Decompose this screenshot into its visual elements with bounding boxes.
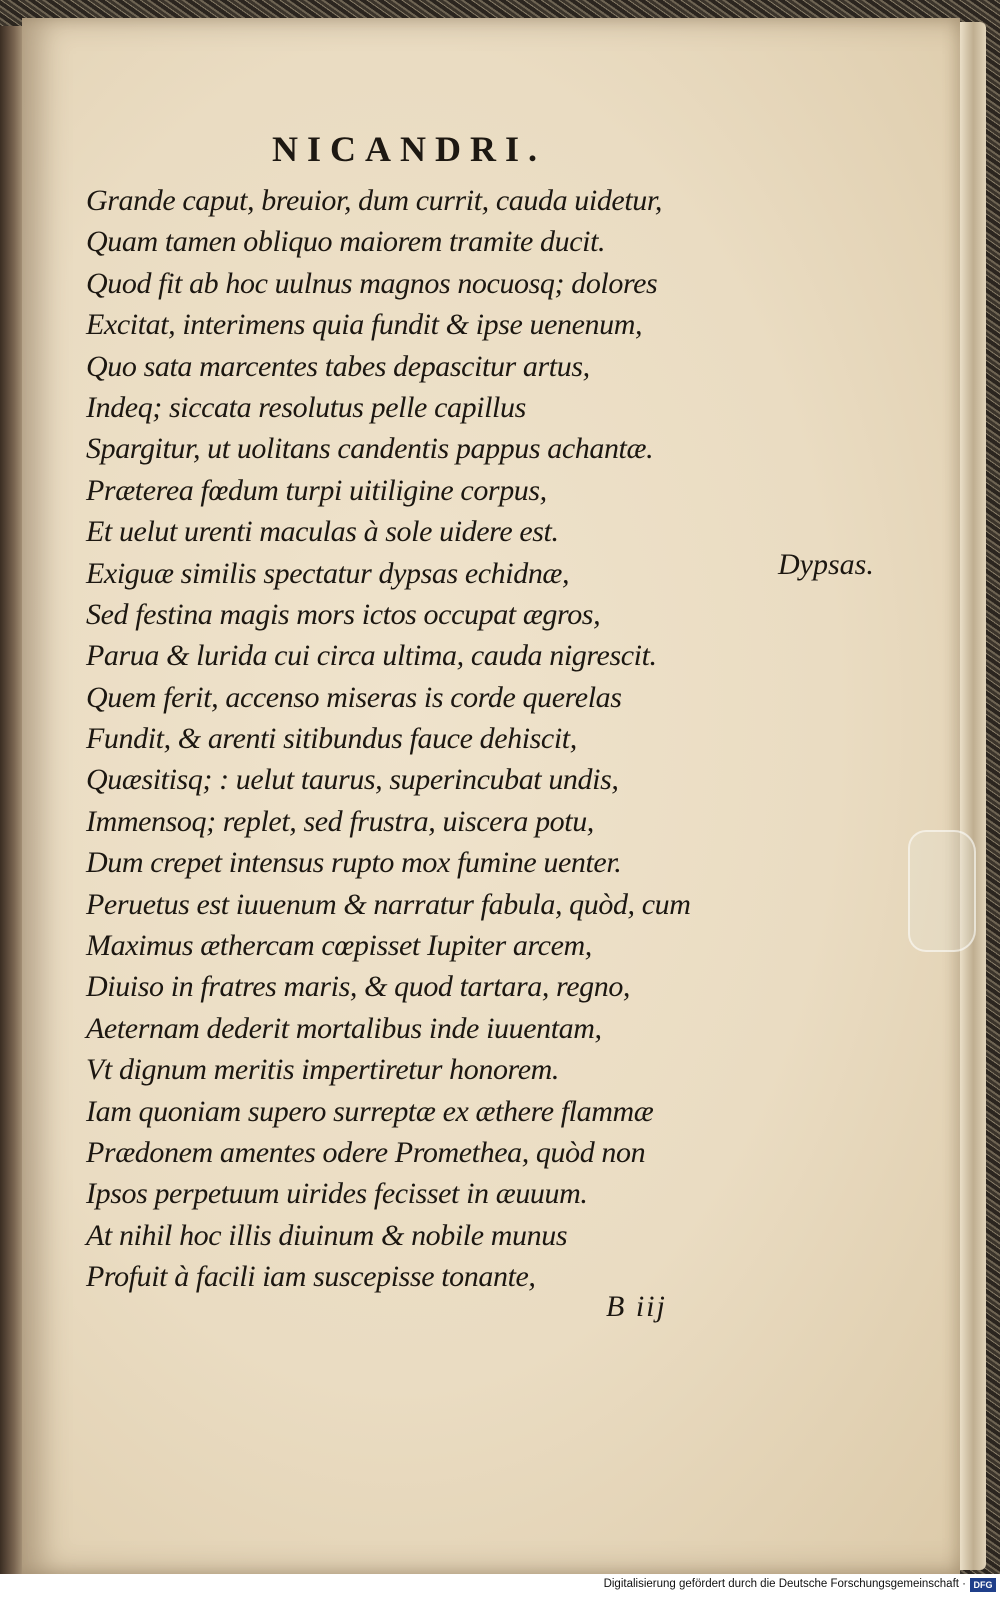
verse-line: Quæsitisq; : uelut taurus, superincubat undis, bbox=[86, 763, 619, 797]
verse-line: At nihil hoc illis diuinum & nobile munus bbox=[86, 1218, 568, 1252]
running-head: NICANDRI. bbox=[272, 129, 547, 169]
verse-line: Fundit, & arenti sitibundus fauce dehiscit, bbox=[86, 722, 577, 756]
verse-line: Et uelut urenti maculas à sole uidere est. bbox=[86, 515, 559, 549]
verse-line: Quod fit ab hoc uulnus magnos nocuosq; dolores bbox=[86, 266, 658, 300]
verse-line: Quem ferit, accenso miseras is corde querelas bbox=[86, 680, 622, 714]
verse-line: Peruetus est iuuenum & narratur fabula, quòd, cum bbox=[86, 887, 691, 921]
verse-line: Quam tamen obliquo maiorem tramite ducit. bbox=[86, 225, 606, 259]
verse-line: Indeq; siccata resolutus pelle capillus bbox=[86, 390, 526, 424]
verse-line: Aeternam dederit mortalibus inde iuuentam, bbox=[86, 1011, 602, 1045]
verse-line: Iam quoniam supero surreptæ ex æthere flammæ bbox=[86, 1094, 654, 1128]
signature-mark: B iij bbox=[606, 1290, 667, 1323]
verse-line: Diuiso in fratres maris, & quod tartara, regno, bbox=[86, 970, 631, 1004]
verse-line: Parua & lurida cui circa ultima, cauda nigrescit. bbox=[86, 639, 657, 673]
verse-line: Excitat, interimens quia fundit & ipse uenenum, bbox=[86, 308, 643, 342]
verse-line: Prædonem amentes odere Promethea, quòd non bbox=[86, 1135, 646, 1169]
verse-line: Sed festina magis mors ictos occupat ægros, bbox=[86, 597, 601, 631]
verse-line: Maximus æthercam cœpisset Iupiter arcem, bbox=[86, 929, 592, 963]
verse-line: Vt dignum meritis impertiretur honorem. bbox=[86, 1053, 559, 1087]
digitization-footer bbox=[0, 1574, 1000, 1598]
verse-line: Præterea fœdum turpi uitiligine corpus, bbox=[86, 473, 547, 507]
verse-line: Exiguæ similis spectatur dypsas echidnæ, bbox=[86, 556, 570, 590]
verse-list bbox=[86, 180, 691, 1298]
page-clip bbox=[908, 830, 976, 952]
marginal-note: Dypsas. bbox=[778, 548, 874, 581]
funding-credit: Digitalisierung gefördert durch die Deutsche Forschungsgemeinschaft · bbox=[603, 1578, 966, 1590]
verse-line: Quo sata marcentes tabes depascitur artus, bbox=[86, 349, 590, 383]
verse-line: Spargitur, ut uolitans candentis pappus achantæ. bbox=[86, 432, 654, 466]
verse-line: Ipsos perpetuum uirides fecisset in æuuum. bbox=[86, 1177, 588, 1211]
verse-line: Dum crepet intensus rupto mox fumine uenter. bbox=[86, 846, 622, 880]
dfg-logo-icon: DFG bbox=[970, 1578, 996, 1592]
verse-line: Immensoq; replet, sed frustra, uiscera potu, bbox=[86, 804, 594, 838]
verse-line: Grande caput, breuior, dum currit, cauda uidetur, bbox=[86, 184, 662, 217]
verse-line: Profuit à facili iam suscepisse tonante, bbox=[86, 1260, 536, 1294]
